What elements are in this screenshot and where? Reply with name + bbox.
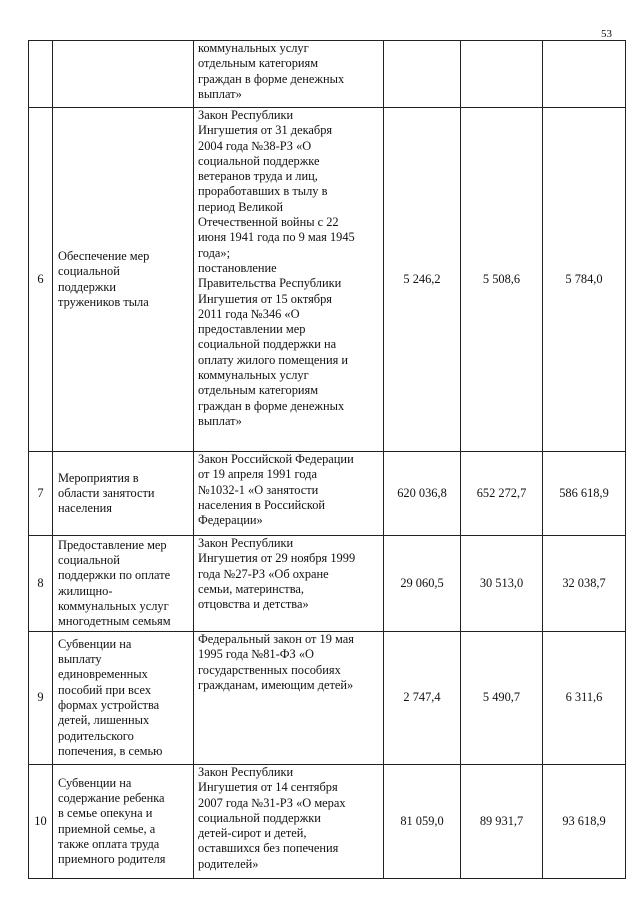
row-value-1: 81 059,0	[384, 765, 461, 879]
table-row	[29, 765, 626, 879]
row-value-2: 5 508,6	[461, 108, 543, 452]
row-description: Мероприятия в области занятости населения	[53, 452, 194, 536]
row-description: Обеспечение мер социальной поддержки тружеников тыла	[53, 108, 194, 452]
row-number: 7	[29, 452, 53, 536]
row-value-3: 6 311,6	[543, 632, 626, 765]
table-row	[29, 41, 626, 108]
table-row	[29, 452, 626, 536]
row-legal-basis: Закон Республики Ингушетия от 29 ноября 1999 года №27-РЗ «Об охране семьи, материнства, отцовства и детства»	[194, 536, 384, 632]
row-value-1: 29 060,5	[384, 536, 461, 632]
row-legal-basis: Закон Российской Федерации от 19 апреля 1991 года №1032-1 «О занятости населения в Российской Федерации»	[194, 452, 384, 536]
row-value-1: 620 036,8	[384, 452, 461, 536]
row-description	[53, 41, 194, 108]
table-row	[29, 632, 626, 765]
row-description: Субвенции на содержание ребенка в семье опекуна и приемной семье, а также оплата труда приемного родителя	[53, 765, 194, 879]
row-value-3: 5 784,0	[543, 108, 626, 452]
row-number: 9	[29, 632, 53, 765]
row-legal-basis: Закон Республики Ингушетия от 14 сентября 2007 года №31-РЗ «О мерах социальной поддержки детей-сирот и детей, оставшихся без попечения родителей»	[194, 765, 384, 879]
row-value-1: 2 747,4	[384, 632, 461, 765]
row-description: Субвенции на выплату единовременных пособий при всех формах устройства детей, лишенных родительского попечения, в семью	[53, 632, 194, 765]
row-number: 8	[29, 536, 53, 632]
row-legal-basis: коммунальных услуг отдельным категориям граждан в форме денежных выплат»	[194, 41, 384, 108]
table-row	[29, 536, 626, 632]
row-description: Предоставление мер социальной поддержки по оплате жилищно- коммунальных услуг многодетным семьям	[53, 536, 194, 632]
row-number: 10	[29, 765, 53, 879]
row-number	[29, 41, 53, 108]
row-value-1: 5 246,2	[384, 108, 461, 452]
row-value-1	[384, 41, 461, 108]
row-value-3	[543, 41, 626, 108]
row-value-3: 32 038,7	[543, 536, 626, 632]
row-value-2: 89 931,7	[461, 765, 543, 879]
row-value-2: 5 490,7	[461, 632, 543, 765]
budget-table	[28, 40, 626, 879]
row-legal-basis: Закон Республики Ингушетия от 31 декабря 2004 года №38-РЗ «О социальной поддержке ветеранов труда и лиц, проработавших в тылу в период Великой Отечественной войны с 22 июня 1941 года по 9 мая 1945 года»; постановление Правительства Республики Ингушетия от 15 октября 2011 года №346 «О предоставлении мер социальной поддержки на оплату жилого помещения и коммунальных услуг отдельным категориям граждан в форме денежных выплат»	[194, 108, 384, 452]
row-legal-basis: Федеральный закон от 19 мая 1995 года №81-ФЗ «О государственных пособиях гражданам, имеющим детей»	[194, 632, 384, 765]
table-row	[29, 108, 626, 452]
row-value-2: 30 513,0	[461, 536, 543, 632]
row-number: 6	[29, 108, 53, 452]
row-value-2: 652 272,7	[461, 452, 543, 536]
row-value-2	[461, 41, 543, 108]
row-value-3: 93 618,9	[543, 765, 626, 879]
page-number: 53	[601, 28, 612, 40]
row-value-3: 586 618,9	[543, 452, 626, 536]
